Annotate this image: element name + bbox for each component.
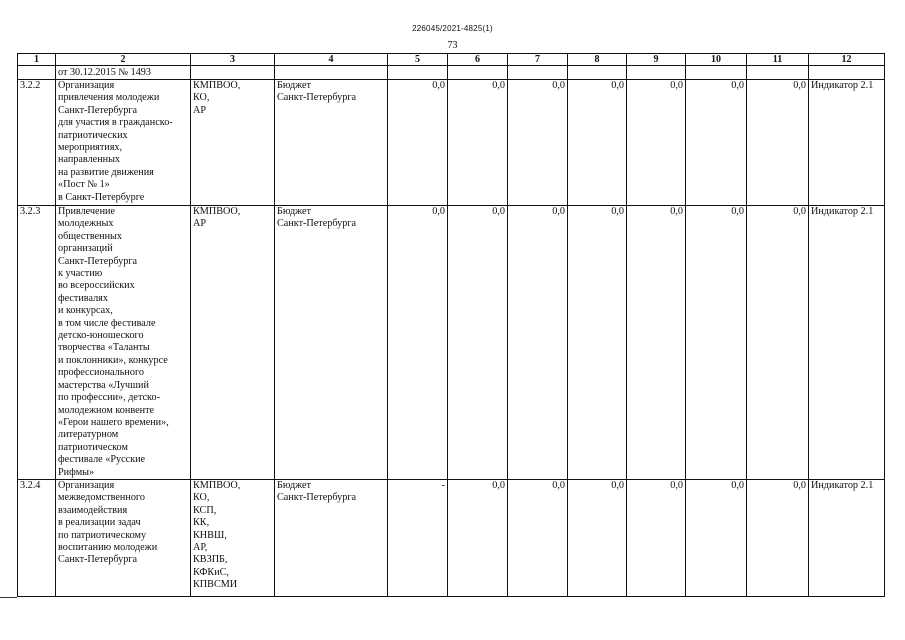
table-row (18, 80, 885, 206)
table-cell (18, 66, 56, 80)
scan-edge-line (0, 597, 17, 598)
column-header: 3 (191, 54, 275, 66)
indicator-cell: Индикатор 2.1 (809, 80, 885, 206)
value-cell: 0,0 (448, 206, 508, 480)
value-cell: 0,0 (627, 479, 686, 596)
table-cell (686, 66, 747, 80)
continuation-row (18, 66, 885, 80)
measure-name-cell: Организация привлечения молодежи Санкт-Петербурга для участия в гражданско- патриотических мероприятиях, направленных на развитие движения «Пост № 1» в Санкт-Петербурге (56, 80, 191, 206)
value-cell: 0,0 (448, 479, 508, 596)
indicator-cell: Индикатор 2.1 (809, 479, 885, 596)
value-cell: - (388, 479, 448, 596)
table-row (18, 206, 885, 480)
value-cell: 0,0 (686, 206, 747, 480)
table-cell (191, 66, 275, 80)
measure-number-cell: 3.2.4 (18, 479, 56, 596)
column-header: 12 (809, 54, 885, 66)
table-cell (568, 66, 627, 80)
funding-source-cell: Бюджет Санкт-Петербурга (275, 479, 388, 596)
table-cell (747, 66, 809, 80)
column-header: 6 (448, 54, 508, 66)
column-header: 8 (568, 54, 627, 66)
value-cell: 0,0 (627, 206, 686, 480)
table-cell (448, 66, 508, 80)
column-number-header-row (18, 54, 885, 66)
measure-number-cell: 3.2.2 (18, 80, 56, 206)
value-cell: 0,0 (747, 80, 809, 206)
table-cell (809, 66, 885, 80)
column-header: 10 (686, 54, 747, 66)
value-cell: 0,0 (568, 479, 627, 596)
value-cell: 0,0 (627, 80, 686, 206)
value-cell: 0,0 (508, 206, 568, 480)
table-cell (275, 66, 388, 80)
column-header: 11 (747, 54, 809, 66)
value-cell: 0,0 (568, 206, 627, 480)
value-cell: 0,0 (508, 80, 568, 206)
funding-source-cell: Бюджет Санкт-Петербурга (275, 206, 388, 480)
executors-cell: КМПВОО, АР (191, 206, 275, 480)
continued-text-cell: от 30.12.2015 № 1493 (56, 66, 191, 80)
value-cell: 0,0 (388, 206, 448, 480)
table-cell (627, 66, 686, 80)
measure-number-cell: 3.2.3 (18, 206, 56, 480)
table-row (18, 479, 885, 596)
value-cell: 0,0 (747, 479, 809, 596)
executors-cell: КМПВОО, КО, КСП, КК, КНВШ, АР, КВЗПБ, КФКиС, КПВСМИ (191, 479, 275, 596)
measure-name-cell: Привлечение молодежных общественных организаций Санкт-Петербурга к участию во всероссийских фестивалях и конкурсах, в том числе фестивале детско-юношеского творчества «Таланты и поклонники», конкурсе профессионального мастерства «Лучший по профессии», детско- молодежном конвенте «Герои нашего времени», литературном патриотическом фестивале «Русские Рифмы» (56, 206, 191, 480)
indicator-cell: Индикатор 2.1 (809, 206, 885, 480)
table-cell (388, 66, 448, 80)
column-header: 2 (56, 54, 191, 66)
table-cell (508, 66, 568, 80)
page-number: 73 (447, 40, 458, 51)
value-cell: 0,0 (747, 206, 809, 480)
column-header: 4 (275, 54, 388, 66)
value-cell: 0,0 (388, 80, 448, 206)
column-header: 7 (508, 54, 568, 66)
executors-cell: КМПВОО, КО, АР (191, 80, 275, 206)
value-cell: 0,0 (448, 80, 508, 206)
program-measures-table (17, 53, 885, 597)
value-cell: 0,0 (686, 479, 747, 596)
value-cell: 0,0 (568, 80, 627, 206)
measure-name-cell: Организация межведомственного взаимодействия в реализации задач по патриотическому воспитанию молодежи Санкт-Петербурга (56, 479, 191, 596)
document-registration-number: 226045/2021-4825(1) (412, 24, 493, 33)
column-header: 5 (388, 54, 448, 66)
funding-source-cell: Бюджет Санкт-Петербурга (275, 80, 388, 206)
value-cell: 0,0 (686, 80, 747, 206)
column-header: 1 (18, 54, 56, 66)
column-header: 9 (627, 54, 686, 66)
value-cell: 0,0 (508, 479, 568, 596)
